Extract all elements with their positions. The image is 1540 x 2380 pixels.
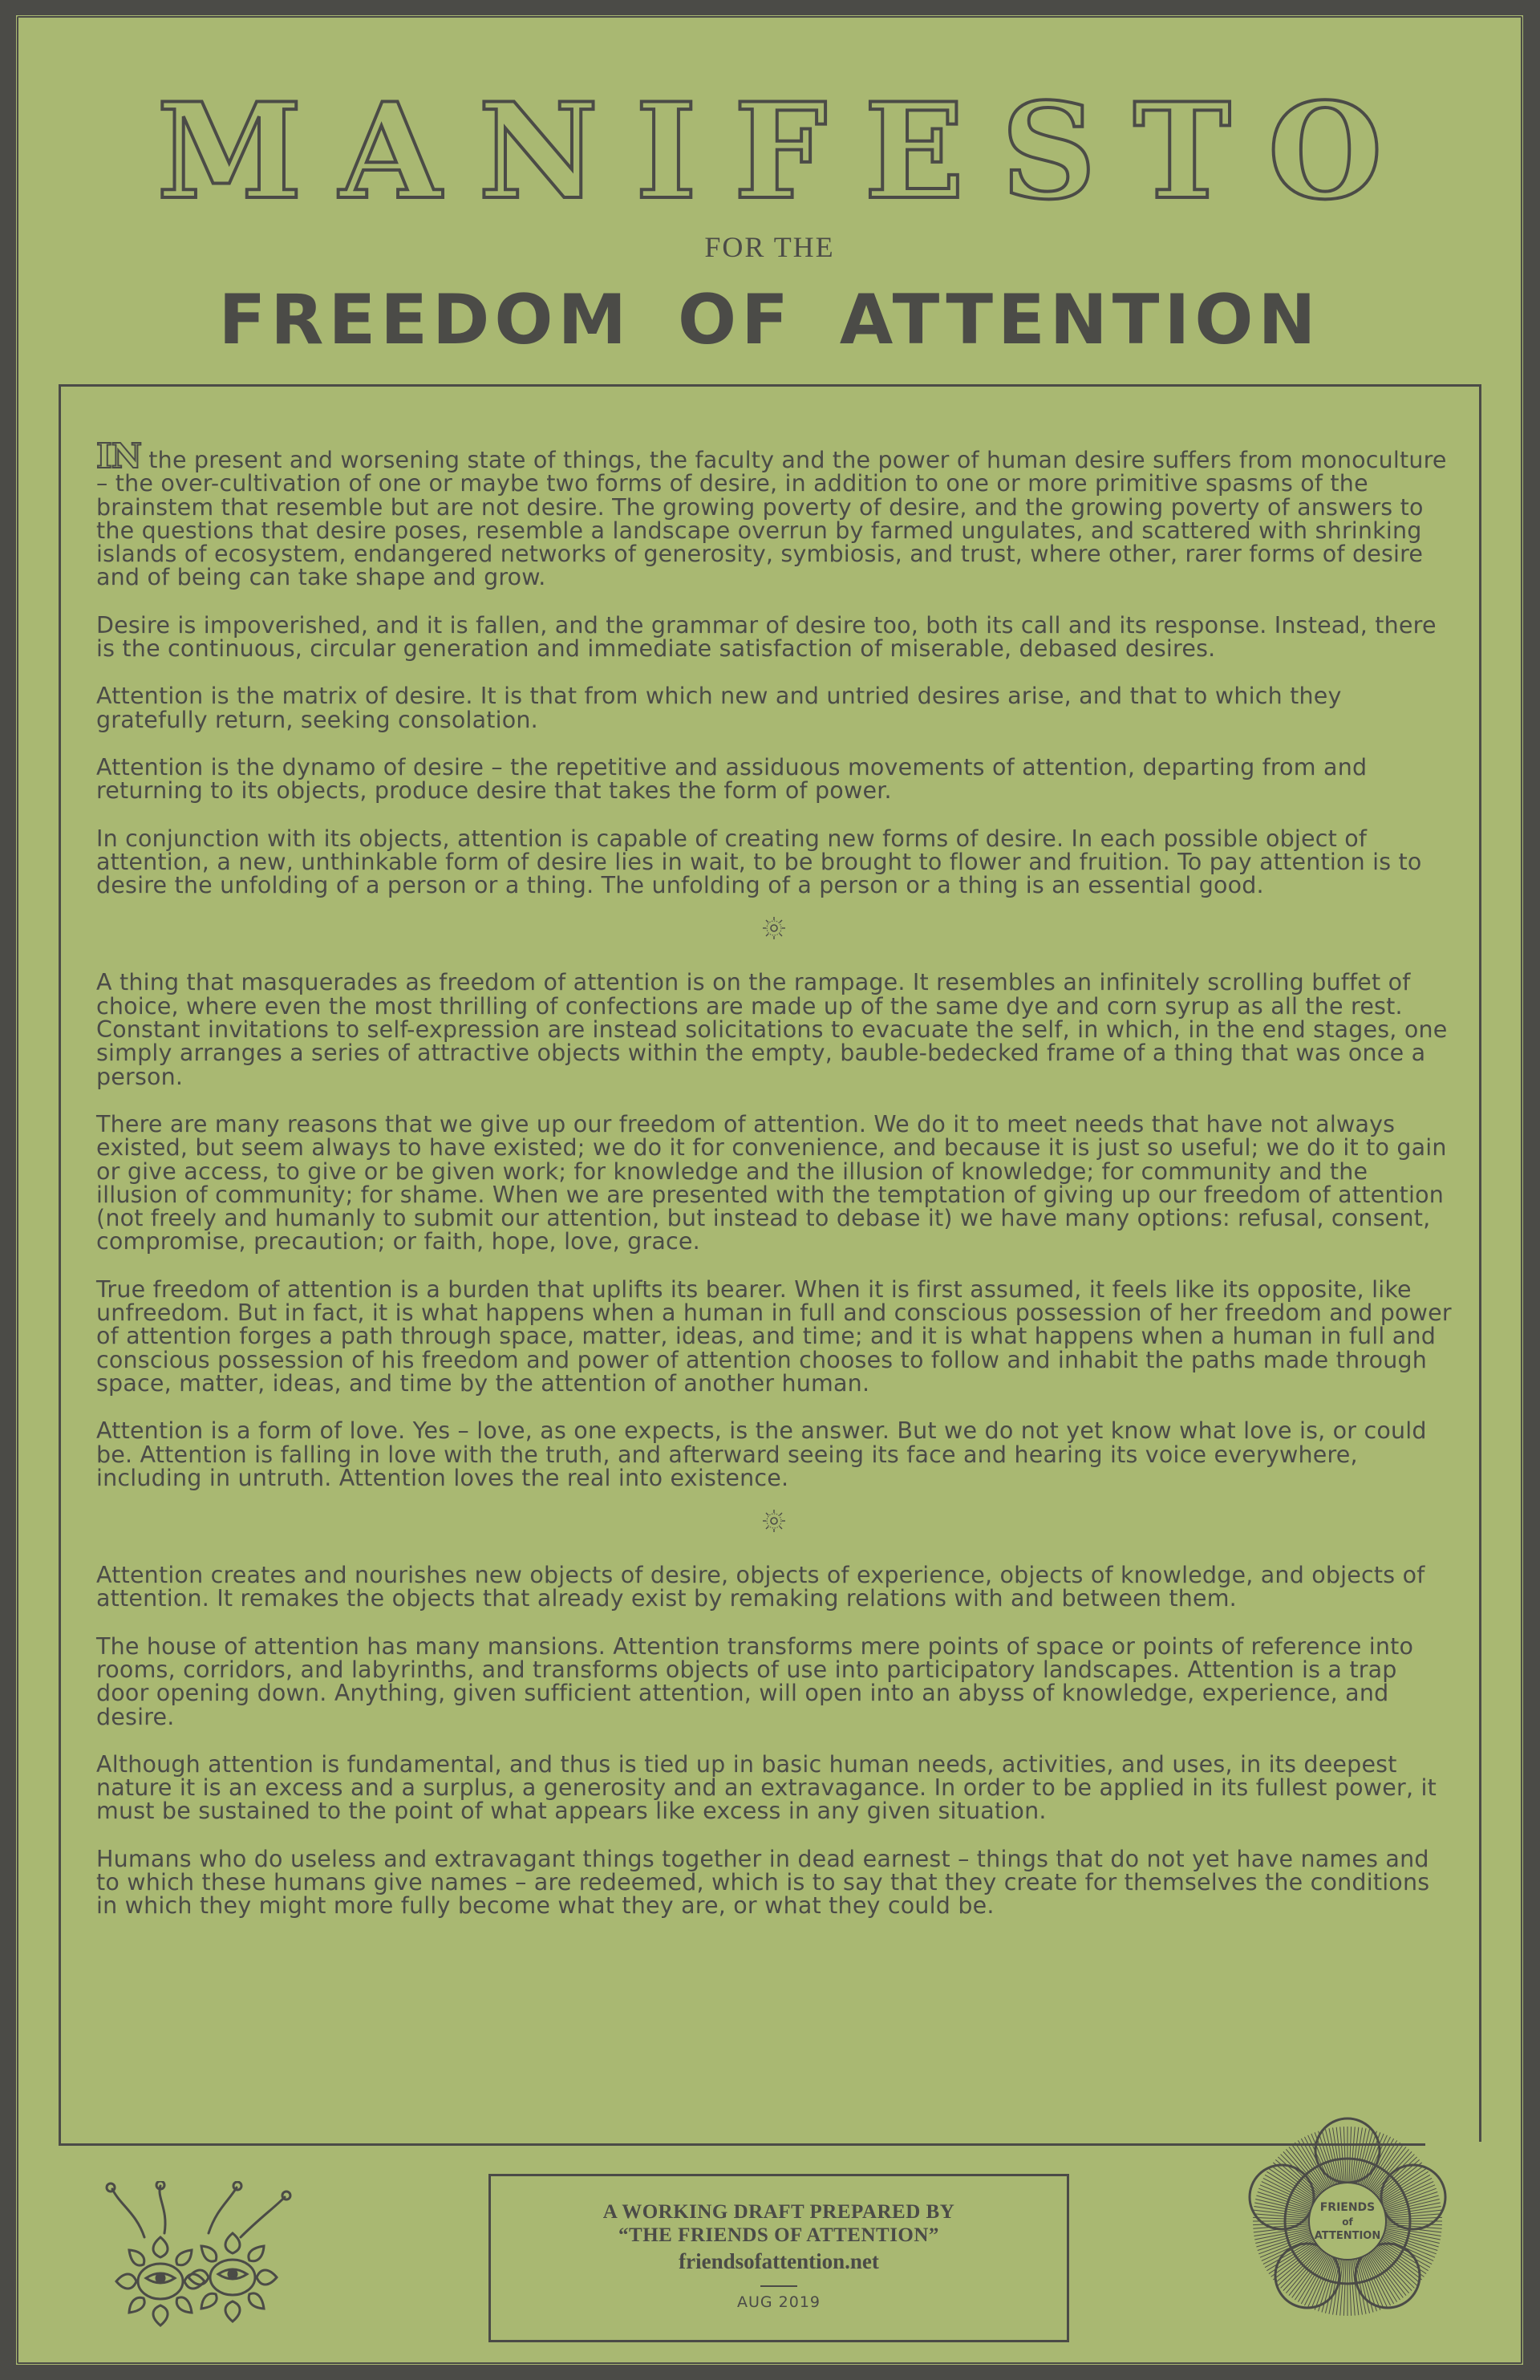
ornament-icon [96,916,1452,948]
paragraph-7: There are many reasons that we give up our freedom of attention. We do it to meet needs that have not always existed, but seem always to have existed; we do it for convenience, and because it is just so useful; we do it to gain or give access, to give or be given work; for knowledge and the illusion of knowledge; for community and the illusion of community; for shame. When we are presented with the temptation of giving up our freedom of attention (not freely and humanly to submit our attention, but instead to debase it) we have many options: refusal, consent, compromise, precaution; or faith, hope, love, grace. [96,1110,1447,1255]
paragraph-12: Although attention is fundamental, and thus is tied up in basic human needs, activities, and uses, in its deepest nature it is an excess and a surplus, a generosity and an extravagance. In order to be applied in its fullest power, it must be sustained to the point of what appears like excess in any given situation. [96,1750,1437,1825]
freedom-of-attention-heading: FREEDOM OF ATTENTION [218,280,1321,360]
seal-friends-text: FRIENDS [1319,2201,1376,2214]
website-link[interactable]: friendsofattention.net [679,2249,879,2273]
footer-divider [760,2285,797,2287]
paragraph-5: In conjunction with its objects, attention is capable of creating new forms of desire. In each possible object of attention, a new, unthinkable form of desire lies in wait, to be brought to flower and fruition. To pay attention is to desire the unfolding of a person or a thing. The unfolding of a person or a thing is an essential good. [96,825,1422,899]
manifesto-body [96,436,1452,1942]
flower-eyes-icon [88,2181,313,2333]
paragraph-13: Humans who do useless and extravagant things together in dead earnest – things that do not yet have names and to which these humans give names – are redeemed, which is to say that they create for themselves the conditions in which they might more fully become what they are, or what they could be. [96,1845,1430,1920]
paragraph-8: True freedom of attention is a burden that uplifts its bearer. When it is first assumed, it feels like its opposite, like unfreedom. But in fact, it is what happens when a human in full and conscious possession of her freedom and power of attention forges a path through space, matter, ideas, and time; and it is what happens when a human in full and conscious possession of his freedom and power of attention chooses to follow and inhabit the paths made through space, matter, ideas, and time by the attention of another human. [96,1275,1452,1397]
paragraph-1-text: the present and worsening state of things, the faculty and the power of human desire suffers from monoculture – the over-cultivation of one or maybe two forms of desire, in addition to one or more primitive spasms of the brainstem that resemble but are not desire. The growing poverty of desire, and the growing poverty of answers to the questions that desire poses, resemble a landscape overrun by farmed ungulates, and scattered with shrinking islands of ecosystem, endangered networks of generosity, symbiosis, and trust, where other, rarer forms of desire and of being can take shape and grow. [96,447,1447,591]
paragraph-3: Attention is the matrix of desire. It is that from which new and untried desires arise, and that to which they gratefully return, seeking consolation. [96,683,1342,733]
drop-cap: IN [96,436,142,476]
manifesto-title: MANIFESTO [156,74,1420,229]
draft-date: AUG 2019 [736,2293,821,2311]
paragraph-10: Attention creates and nourishes new objects of desire, objects of experience, objects of knowledge, and objects of attention. It remakes the objects that already exist by remaking relations with and between them. [96,1562,1425,1612]
seal-of-text: of [1342,2216,1353,2228]
friends-of-attention-seal [1227,2101,1468,2341]
poster-sheet [16,15,1523,2365]
seal-attention-text: ATTENTION [1314,2230,1381,2242]
working-draft-box [488,2174,1069,2342]
working-draft-line: A WORKING DRAFT PREPARED BY [602,2201,955,2223]
paragraph-2: Desire is impoverished, and it is fallen, and the grammar of desire too, both its call and its response. Instead, there is the continuous, circular generation and immediate satisfaction of miserable, debased desires. [96,611,1437,663]
ornament-icon [96,1509,1452,1541]
friends-of-attention-line: “THE FRIENDS OF ATTENTION” [618,2224,939,2246]
paragraph-1 [96,436,1452,591]
paragraph-6: A thing that masquerades as freedom of attention is on the rampage. It resembles an infinitely scrolling buffet of choice, where even the most thrilling of confections are made up of the same dye and corn syrup as all the rest. Constant invitations to self-expression are instead solicitations to evacuate the self, in which, in the end stages, one simply arranges a series of attractive objects within the empty, bauble-bedecked frame of a thing that was once a person. [96,969,1448,1090]
paragraph-9: Attention is a form of love. Yes – love, as one expects, is the answer. But we do not yet know what love is, or could be. Attention is falling in love with the truth, and afterward seeing its face and hearing its voice everywhere, including in untruth. Attention loves the real into existence. [96,1417,1427,1491]
paragraph-11: The house of attention has many mansions. Attention transforms mere points of space or points of reference into rooms, corridors, and labyrinths, and transforms objects of use into participatory landscapes. Attention is a trap door opening down. Anything, given sufficient attention, will open into an abyss of knowledge, experience, and desire. [96,1632,1414,1730]
for-the-subheading: FOR THE [704,231,835,263]
paragraph-4: Attention is the dynamo of desire – the repetitive and assiduous movements of attention, departing from and returning to its objects, produce desire that takes the form of power. [96,753,1368,805]
